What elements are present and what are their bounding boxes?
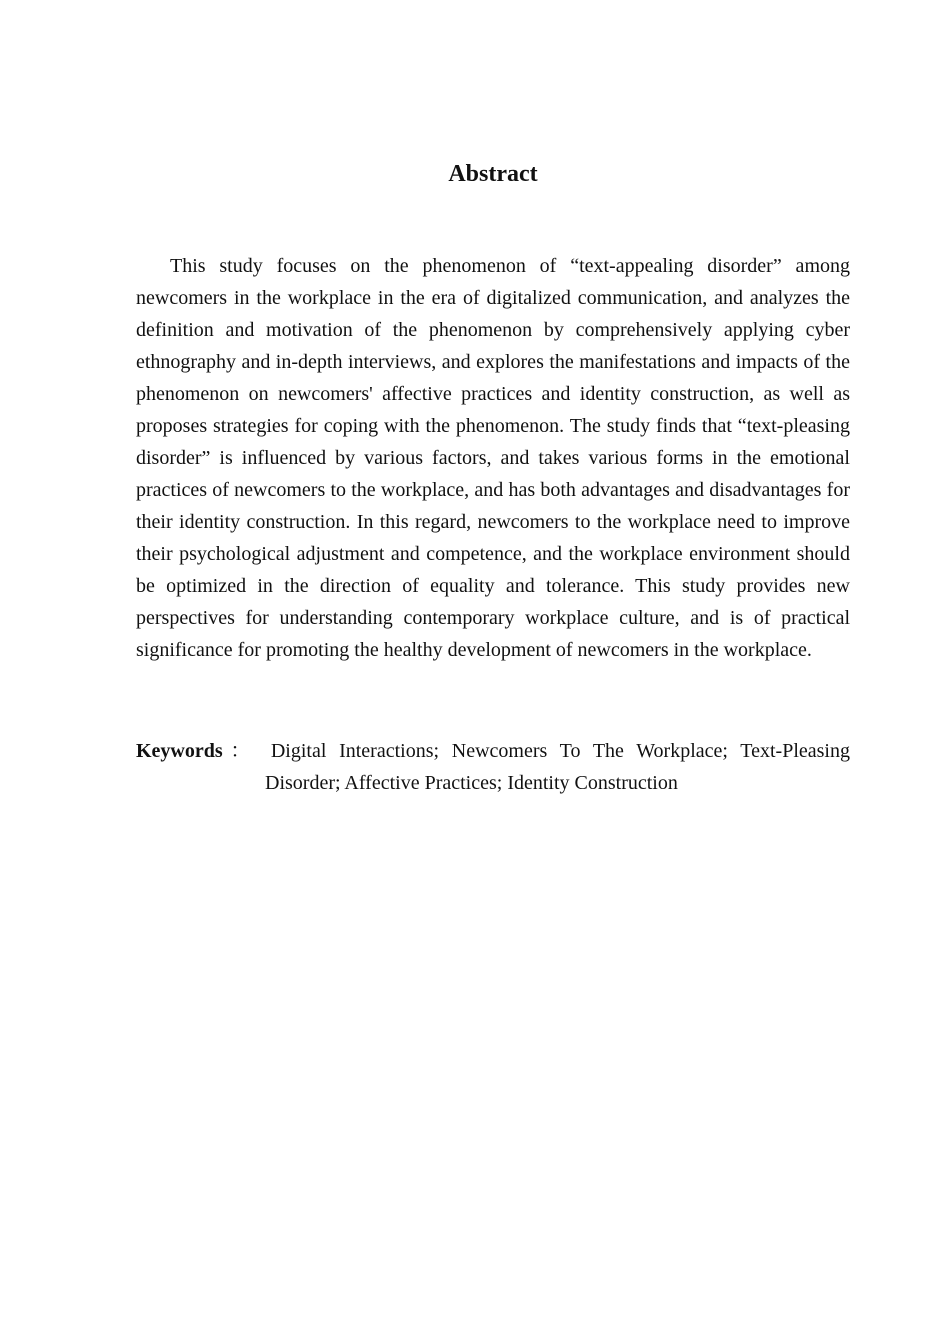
keywords-label: Keywords: [136, 740, 223, 762]
abstract-title: Abstract: [448, 161, 538, 187]
abstract-body: This study focuses on the phenomenon of “text-appealing disorder” among newcomers in the workplace in the era of digitalized communication, and analyzes the definition and motivation of the phenomenon by comprehensively applying cyber ethnography and in-depth interviews, and explores the manifestations and impacts of the phenomenon on newcomers' affective practices and identity construction, as well as proposes strategies for coping with the phenomenon. The study finds that “text-pleasing disorder” is influenced by various factors, and takes various forms in the emotional practices of newcomers to the workplace, and has both advantages and disadvantages for their identity construction. In this regard, newcomers to the workplace need to improve their psychological adjustment and competence, and the workplace environment should be optimized in the direction of equality and tolerance. This study provides new perspectives for understanding contemporary workplace culture, and is of practical significance for promoting the healthy development of newcomers in the workplace.: [136, 255, 850, 661]
keywords-text: Digital Interactions; Newcomers To The Workplace; Text-Pleasing Disorder; Affective Practices; Identity Construction: [265, 740, 850, 794]
keywords-separator: ：: [222, 740, 259, 762]
keywords-line: [136, 735, 850, 799]
